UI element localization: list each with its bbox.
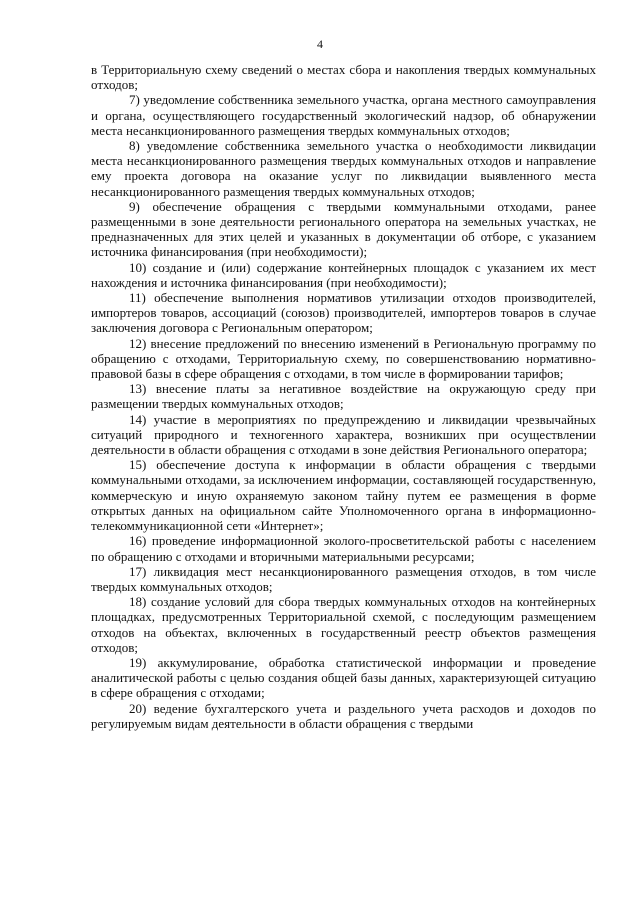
paragraph: 20) ведение бухгалтерского учета и раздельного учета расходов и доходов по регулируемым видам деятельности в области обращения с твердыми	[91, 700, 596, 731]
paragraph: 12) внесение предложений по внесению изменений в Региональную программу по обращению с отходами, Территориальную схему, по совершенствованию нормативно-правовой базы в сфере обращения с отходами, в том числе в формировании тарифов;	[91, 335, 596, 382]
paragraph: в Территориальную схему сведений о местах сбора и накопления твердых коммунальных отходов;	[91, 62, 596, 93]
paragraph: 10) создание и (или) содержание контейнерных площадок с указанием их мест нахождения и источника финансирования (при необходимости);	[91, 259, 596, 290]
paragraph: 16) проведение информационной эколого-просветительской работы с населением по обращению с отходами и вторичными материальными ресурсами;	[91, 533, 596, 564]
paragraph: 7) уведомление собственника земельного участка, органа местного самоуправления и органа, осуществляющего государственный экологический надзор, об обнаружении места несанкционированного размещения твердых коммунальных отходов;	[91, 92, 596, 138]
document-body	[91, 62, 596, 731]
paragraph: 14) участие в мероприятиях по предупреждению и ликвидации чрезвычайных ситуаций природного и техногенного характера, возникших при осуществлении деятельности в области обращения с отходами в зоне действия Регионального оператора;	[91, 411, 596, 458]
paragraph: 9) обеспечение обращения с твердыми коммунальными отходами, ранее размещенными в зоне деятельности регионального оператора на земельных участках, не предназначенных для этих целей и указанных в документации об отборе, с указанием источника финансирования (при необходимости);	[91, 198, 596, 260]
paragraph: 13) внесение платы за негативное воздействие на окружающую среду при размещении твердых коммунальных отходов;	[91, 381, 596, 412]
paragraph: 15) обеспечение доступа к информации в области обращения с твердыми коммунальными отходами, за исключением информации, составляющей государственную, коммерческую и иную охраняемую законом тайну путем ее размещения в форме открытых данных на официальном сайте Уполномоченного органа в информационно-телекоммуникационной сети «Интернет»;	[91, 457, 596, 534]
page-number: 4	[317, 37, 323, 51]
paragraph: 8) уведомление собственника земельного участка о необходимости ликвидации места несанкционированного размещения твердых коммунальных отходов и направление ему проекта договора на оказание услуг по ликвидации выявленного места несанкционированного размещения твердых коммунальных отходов;	[91, 138, 596, 199]
paragraph: 17) ликвидация мест несанкционированного размещения отходов, в том числе твердых коммунальных отходов;	[91, 563, 596, 594]
paragraph: 19) аккумулирование, обработка статистической информации и проведение аналитической работы с целью создания общей базы данных, характеризующей ситуацию в сфере обращения с отходами;	[91, 654, 596, 701]
paragraph: 18) создание условий для сбора твердых коммунальных отходов на контейнерных площадках, предусмотренных Территориальной схемой, с последующим размещением отходов на объектах, включенных в государственный реестр объектов размещения отходов;	[91, 594, 596, 655]
paragraph: 11) обеспечение выполнения нормативов утилизации отходов производителей, импортеров товаров, ассоциаций (союзов) производителей, импортеров товаров в случае заключения договора с Региональным оператором;	[91, 290, 596, 336]
